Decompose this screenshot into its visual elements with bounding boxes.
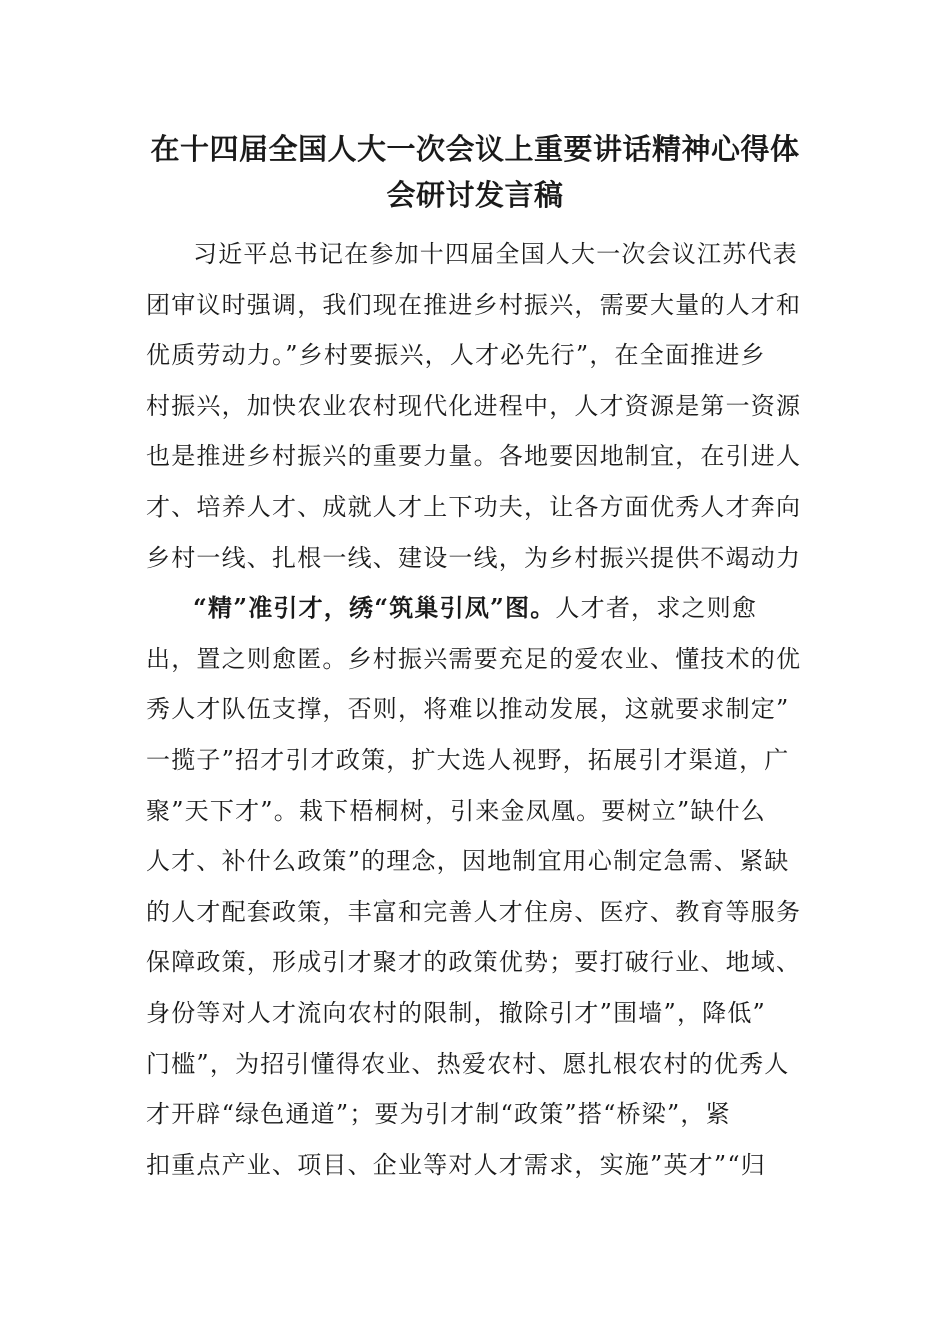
paragraph-line: 聚”天下才”。栽下梧桐树，引来金凤凰。要树立”缺什么: [146, 796, 767, 825]
title-line: 在十四届全国人大一次会议上重要讲话精神心得体: [150, 132, 800, 166]
paragraph-line: 门槛”，为招引懂得农业、热爱农村、愿扎根农村的优秀人: [146, 1049, 790, 1078]
paragraph-line: 团审议时强调，我们现在推进乡村振兴，需要大量的人才和: [146, 290, 802, 319]
paragraph-line: 习近平总书记在参加十四届全国人大一次会议江苏代表: [193, 240, 798, 268]
paragraph-line: 人才、补什么政策”的理念，因地制宜用心制定急需、紧缺: [146, 847, 790, 876]
title-line: 会研讨发言稿: [386, 178, 564, 212]
document-title: [120, 126, 830, 218]
paragraph-line: 出，置之则愈匿。乡村振兴需要充足的爱农业、懂技术的优: [146, 644, 802, 673]
paragraph-line: 才、培养人才、成就人才上下功夫，让各方面优秀人才奔向: [146, 492, 802, 521]
paragraph-line: 才开辟“绿色通道”；要为引才制“政策”搭“桥梁”，紧: [146, 1100, 731, 1129]
paragraph-line: 扣重点产业、项目、企业等对人才需求，实施”英才”“归: [146, 1150, 767, 1179]
paragraph-line: 一揽子”招才引才政策，扩大选人视野，拓展引才渠道，广: [146, 745, 790, 774]
paragraph-first-line: [146, 583, 811, 634]
paragraph-line: 的人才配套政策，丰富和完善人才住房、医疗、教育等服务: [146, 897, 802, 926]
paragraph-line: 秀人才队伍支撑，否则，将难以推动发展，这就要求制定”: [146, 695, 790, 724]
paragraph-line: 身份等对人才流向农村的限制，撤除引才”围墙”，降低”: [146, 998, 767, 1027]
paragraph-line: 也是推进乡村振兴的重要力量。各地要因地制宜，在引进人: [146, 442, 802, 471]
paragraph-line: 村振兴，加快农业农村现代化进程中，人才资源是第一资源: [146, 391, 802, 420]
document-body: [146, 229, 811, 1190]
paragraph-line: 优质劳动力。”乡村要振兴，人才必先行”，在全面推进乡: [146, 341, 766, 370]
paragraph-line: 保障政策，形成引才聚才的政策优势；要打破行业、地域、: [146, 948, 802, 977]
paragraph-line: 乡村一线、扎根一线、建设一线，为乡村振兴提供不竭动力: [146, 543, 802, 572]
paragraph-text: 人才者，求之则愈: [555, 594, 758, 623]
section-lead-heading: “精”准引才，绣“筑巢引凤”图。: [193, 593, 556, 623]
